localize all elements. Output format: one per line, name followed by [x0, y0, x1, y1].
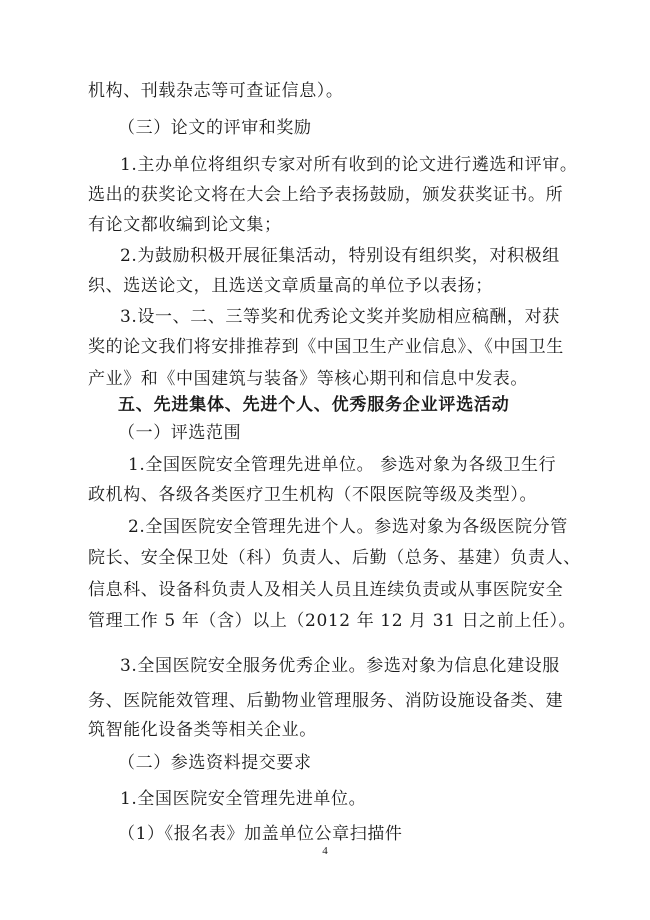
body-line: 2.为鼓励积极开展征集活动，特别设有组织奖，对积极组 [120, 246, 560, 266]
section-heading: （二）参选资料提交要求 [118, 753, 312, 773]
body-line: 管理工作 5 年（含）以上（2012 年 12 月 31 日之前上任）。 [88, 611, 577, 631]
body-line: 织、选送论文，且选送文章质量高的单位予以表扬； [88, 276, 493, 296]
body-line: 3.设一、二、三等奖和优秀论文奖并奖励相应稿酬，对获 [120, 307, 560, 327]
body-line: 1.全国医院安全管理先进单位。 参选对象为各级卫生行 [128, 455, 557, 475]
body-line: 产业》和《中国建筑与装备》等核心期刊和信息中发表。 [88, 369, 528, 389]
body-line: 选出的获奖论文将在大会上给予表扬鼓励，颁发获奖证书。所 [88, 185, 564, 205]
body-line: 信息科、设备科负责人及相关人员且连续负责或从事医院安全 [88, 580, 564, 600]
body-line: 1.全国医院安全管理先进单位。 [120, 789, 367, 809]
body-line: 政机构、各级各类医疗卫生机构（不限医院等级及类型）。 [88, 485, 538, 505]
body-line: 3.全国医院安全服务优秀企业。参选对象为信息化建设服 [120, 656, 560, 676]
section-heading: （一）评选范围 [118, 423, 242, 443]
body-line: 有论文都收编到论文集； [88, 215, 282, 235]
body-line: 奖的论文我们将安排推荐到《中国卫生产业信息》、《中国卫生 [88, 337, 564, 357]
chapter-heading: 五、先进集体、先进个人、优秀服务企业评选活动 [118, 395, 510, 415]
section-heading: （三）论文的评审和奖励 [118, 118, 312, 138]
body-line: 筑智能化设备类等相关企业。 [88, 720, 317, 740]
body-line: 机构、刊载杂志等可查证信息）。 [88, 81, 344, 101]
body-line: 院长、安全保卫处（科）负责人、后勤（总务、基建）负责人、 [88, 548, 581, 568]
page-number: 4 [322, 845, 328, 857]
body-line: 2.全国医院安全管理先进个人。参选对象为各级医院分管 [128, 517, 568, 537]
body-line: 1.主办单位将组织专家对所有收到的论文进行遴选和评审。 [120, 155, 578, 175]
body-line: 务、医院能效管理、后勤物业管理服务、消防设施设备类、建 [88, 691, 564, 711]
body-line: （1）《报名表》加盖单位公章扫描件 [118, 824, 403, 844]
